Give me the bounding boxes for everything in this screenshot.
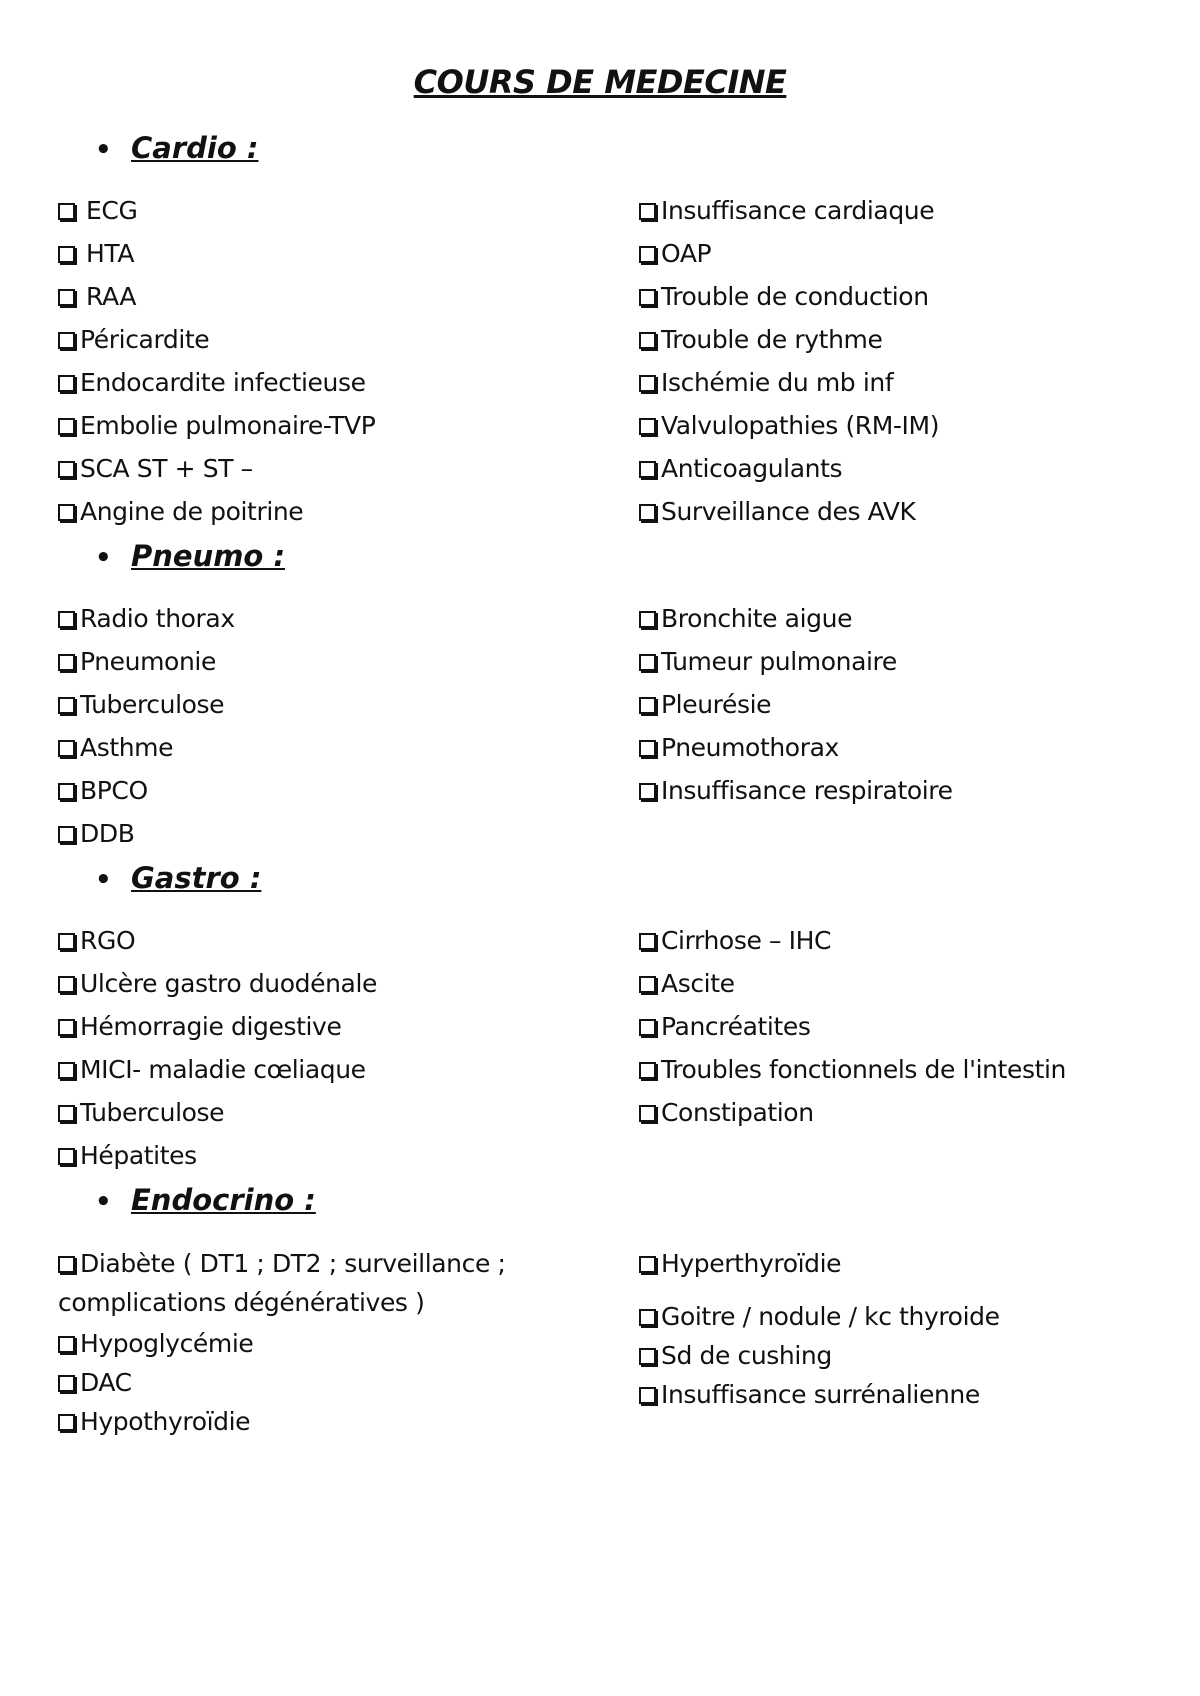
list-item[interactable]: Pneumothorax <box>639 726 1189 769</box>
checkbox-icon[interactable] <box>639 783 656 800</box>
bullet-icon: • <box>95 1187 112 1217</box>
list-item[interactable]: Pleurésie <box>639 683 1189 726</box>
bullet-icon: • <box>95 543 112 573</box>
list-item[interactable]: SCA ST + ST – <box>58 447 598 490</box>
list-item[interactable]: Angine de poitrine <box>58 490 598 533</box>
list-item[interactable]: Trouble de rythme <box>639 318 1189 361</box>
section-header-gastro <box>95 860 261 898</box>
section-header-pneumo <box>95 538 285 576</box>
checkbox-icon[interactable] <box>58 1336 75 1353</box>
gastro-right-list <box>639 919 1189 1134</box>
pneumo-left-list <box>58 597 598 855</box>
checkbox-icon[interactable] <box>639 289 656 306</box>
list-item[interactable]: Surveillance des AVK <box>639 490 1189 533</box>
list-item[interactable]: Péricardite <box>58 318 598 361</box>
checkbox-icon[interactable] <box>58 461 75 478</box>
list-item[interactable]: Hépatites <box>58 1134 598 1177</box>
checkbox-icon[interactable] <box>639 1256 656 1273</box>
page-title: COURS DE MEDECINE <box>413 63 787 101</box>
checkbox-icon[interactable] <box>58 783 75 800</box>
list-item[interactable]: Goitre / nodule / kc thyroide <box>639 1297 1189 1336</box>
checkbox-icon[interactable] <box>58 697 75 714</box>
endocrino-right-list <box>639 1244 1189 1414</box>
list-item[interactable]: Pneumonie <box>58 640 598 683</box>
gastro-left-list <box>58 919 598 1177</box>
list-item[interactable]: Endocardite infectieuse <box>58 361 598 404</box>
cardio-left-list <box>58 189 598 533</box>
cardio-right-list <box>639 189 1189 533</box>
list-item[interactable]: Diabète ( DT1 ; DT2 ; surveillance ; complications dégénératives ) <box>58 1249 506 1317</box>
checkbox-icon[interactable] <box>639 1105 656 1122</box>
checkbox-icon[interactable] <box>58 1148 75 1165</box>
checkbox-icon[interactable] <box>639 976 656 993</box>
list-item[interactable]: Tuberculose <box>58 683 598 726</box>
checkbox-icon[interactable] <box>639 1348 656 1365</box>
checkbox-icon[interactable] <box>58 332 75 349</box>
checkbox-icon[interactable] <box>58 289 75 306</box>
checkbox-icon[interactable] <box>639 933 656 950</box>
checkbox-icon[interactable] <box>58 418 75 435</box>
checkbox-icon[interactable] <box>639 1062 656 1079</box>
checkbox-icon[interactable] <box>58 976 75 993</box>
list-item[interactable]: MICI- maladie cœliaque <box>58 1048 598 1091</box>
list-item[interactable]: Bronchite aigue <box>639 597 1189 640</box>
list-item[interactable]: Hypoglycémie <box>58 1324 568 1363</box>
checkbox-icon[interactable] <box>58 740 75 757</box>
checkbox-icon[interactable] <box>58 1062 75 1079</box>
checkbox-icon[interactable] <box>58 1019 75 1036</box>
section-header-endocrino <box>95 1182 316 1220</box>
checkbox-icon[interactable] <box>58 654 75 671</box>
checkbox-icon[interactable] <box>639 611 656 628</box>
list-item[interactable]: Valvulopathies (RM-IM) <box>639 404 1189 447</box>
bullet-icon: • <box>95 135 112 165</box>
list-item[interactable]: Hypothyroïdie <box>58 1402 568 1441</box>
checkbox-icon[interactable] <box>58 1256 75 1273</box>
checkbox-icon[interactable] <box>58 203 75 220</box>
checkbox-icon[interactable] <box>58 375 75 392</box>
checkbox-icon[interactable] <box>639 332 656 349</box>
pneumo-right-list <box>639 597 1189 812</box>
list-item[interactable]: HTA <box>58 232 598 275</box>
list-item[interactable]: DDB <box>58 812 598 855</box>
list-item[interactable]: RAA <box>58 275 598 318</box>
checkbox-icon[interactable] <box>58 1105 75 1122</box>
list-item[interactable]: Ulcère gastro duodénale <box>58 962 598 1005</box>
checkbox-icon[interactable] <box>58 933 75 950</box>
checkbox-icon[interactable] <box>639 246 656 263</box>
checkbox-icon[interactable] <box>639 654 656 671</box>
checkbox-icon[interactable] <box>639 740 656 757</box>
list-item[interactable]: Trouble de conduction <box>639 275 1189 318</box>
section-title-pneumo: Pneumo : <box>131 539 286 573</box>
list-item[interactable]: ECG <box>58 189 598 232</box>
list-item[interactable]: Asthme <box>58 726 598 769</box>
checkbox-icon[interactable] <box>58 246 75 263</box>
checkbox-icon[interactable] <box>639 504 656 521</box>
list-item[interactable]: Pancréatites <box>639 1005 1189 1048</box>
section-title-endocrino: Endocrino : <box>131 1183 316 1217</box>
list-item[interactable]: BPCO <box>58 769 598 812</box>
checkbox-icon[interactable] <box>639 203 656 220</box>
list-item[interactable]: Cirrhose – IHC <box>639 919 1189 962</box>
list-item[interactable]: Radio thorax <box>58 597 598 640</box>
checkbox-icon[interactable] <box>639 461 656 478</box>
checkbox-icon[interactable] <box>58 611 75 628</box>
endocrino-left-list <box>58 1244 568 1441</box>
list-item[interactable]: Tuberculose <box>58 1091 598 1134</box>
list-item[interactable]: Insuffisance respiratoire <box>639 769 1189 812</box>
list-item[interactable]: Insuffisance cardiaque <box>639 189 1189 232</box>
section-title-cardio: Cardio : <box>131 131 259 165</box>
list-item[interactable]: Insuffisance surrénalienne <box>639 1375 1189 1414</box>
list-item[interactable]: DAC <box>58 1363 568 1402</box>
checkbox-icon[interactable] <box>58 826 75 843</box>
section-header-cardio <box>95 130 258 168</box>
list-item[interactable]: RGO <box>58 919 598 962</box>
list-item[interactable]: Ischémie du mb inf <box>639 361 1189 404</box>
section-title-gastro: Gastro : <box>131 861 262 895</box>
list-item[interactable]: Anticoagulants <box>639 447 1189 490</box>
checkbox-icon[interactable] <box>639 697 656 714</box>
list-item[interactable]: Constipation <box>639 1091 1189 1134</box>
list-item[interactable]: Embolie pulmonaire-TVP <box>58 404 598 447</box>
checkbox-icon[interactable] <box>639 1019 656 1036</box>
checkbox-icon[interactable] <box>58 504 75 521</box>
list-item[interactable]: Sd de cushing <box>639 1336 1189 1375</box>
checkbox-icon[interactable] <box>639 1387 656 1404</box>
list-item[interactable]: Troubles fonctionnels de l'intestin <box>639 1048 1189 1091</box>
checkbox-icon[interactable] <box>639 1309 656 1326</box>
list-item[interactable]: Hyperthyroïdie <box>639 1244 1189 1283</box>
checkbox-icon[interactable] <box>639 375 656 392</box>
list-item[interactable]: OAP <box>639 232 1189 275</box>
checkbox-icon[interactable] <box>639 418 656 435</box>
checkbox-icon[interactable] <box>58 1414 75 1431</box>
list-item[interactable]: Tumeur pulmonaire <box>639 640 1189 683</box>
checkbox-icon[interactable] <box>58 1375 75 1392</box>
list-item[interactable]: Hémorragie digestive <box>58 1005 598 1048</box>
bullet-icon: • <box>95 865 112 895</box>
list-item[interactable]: Ascite <box>639 962 1189 1005</box>
